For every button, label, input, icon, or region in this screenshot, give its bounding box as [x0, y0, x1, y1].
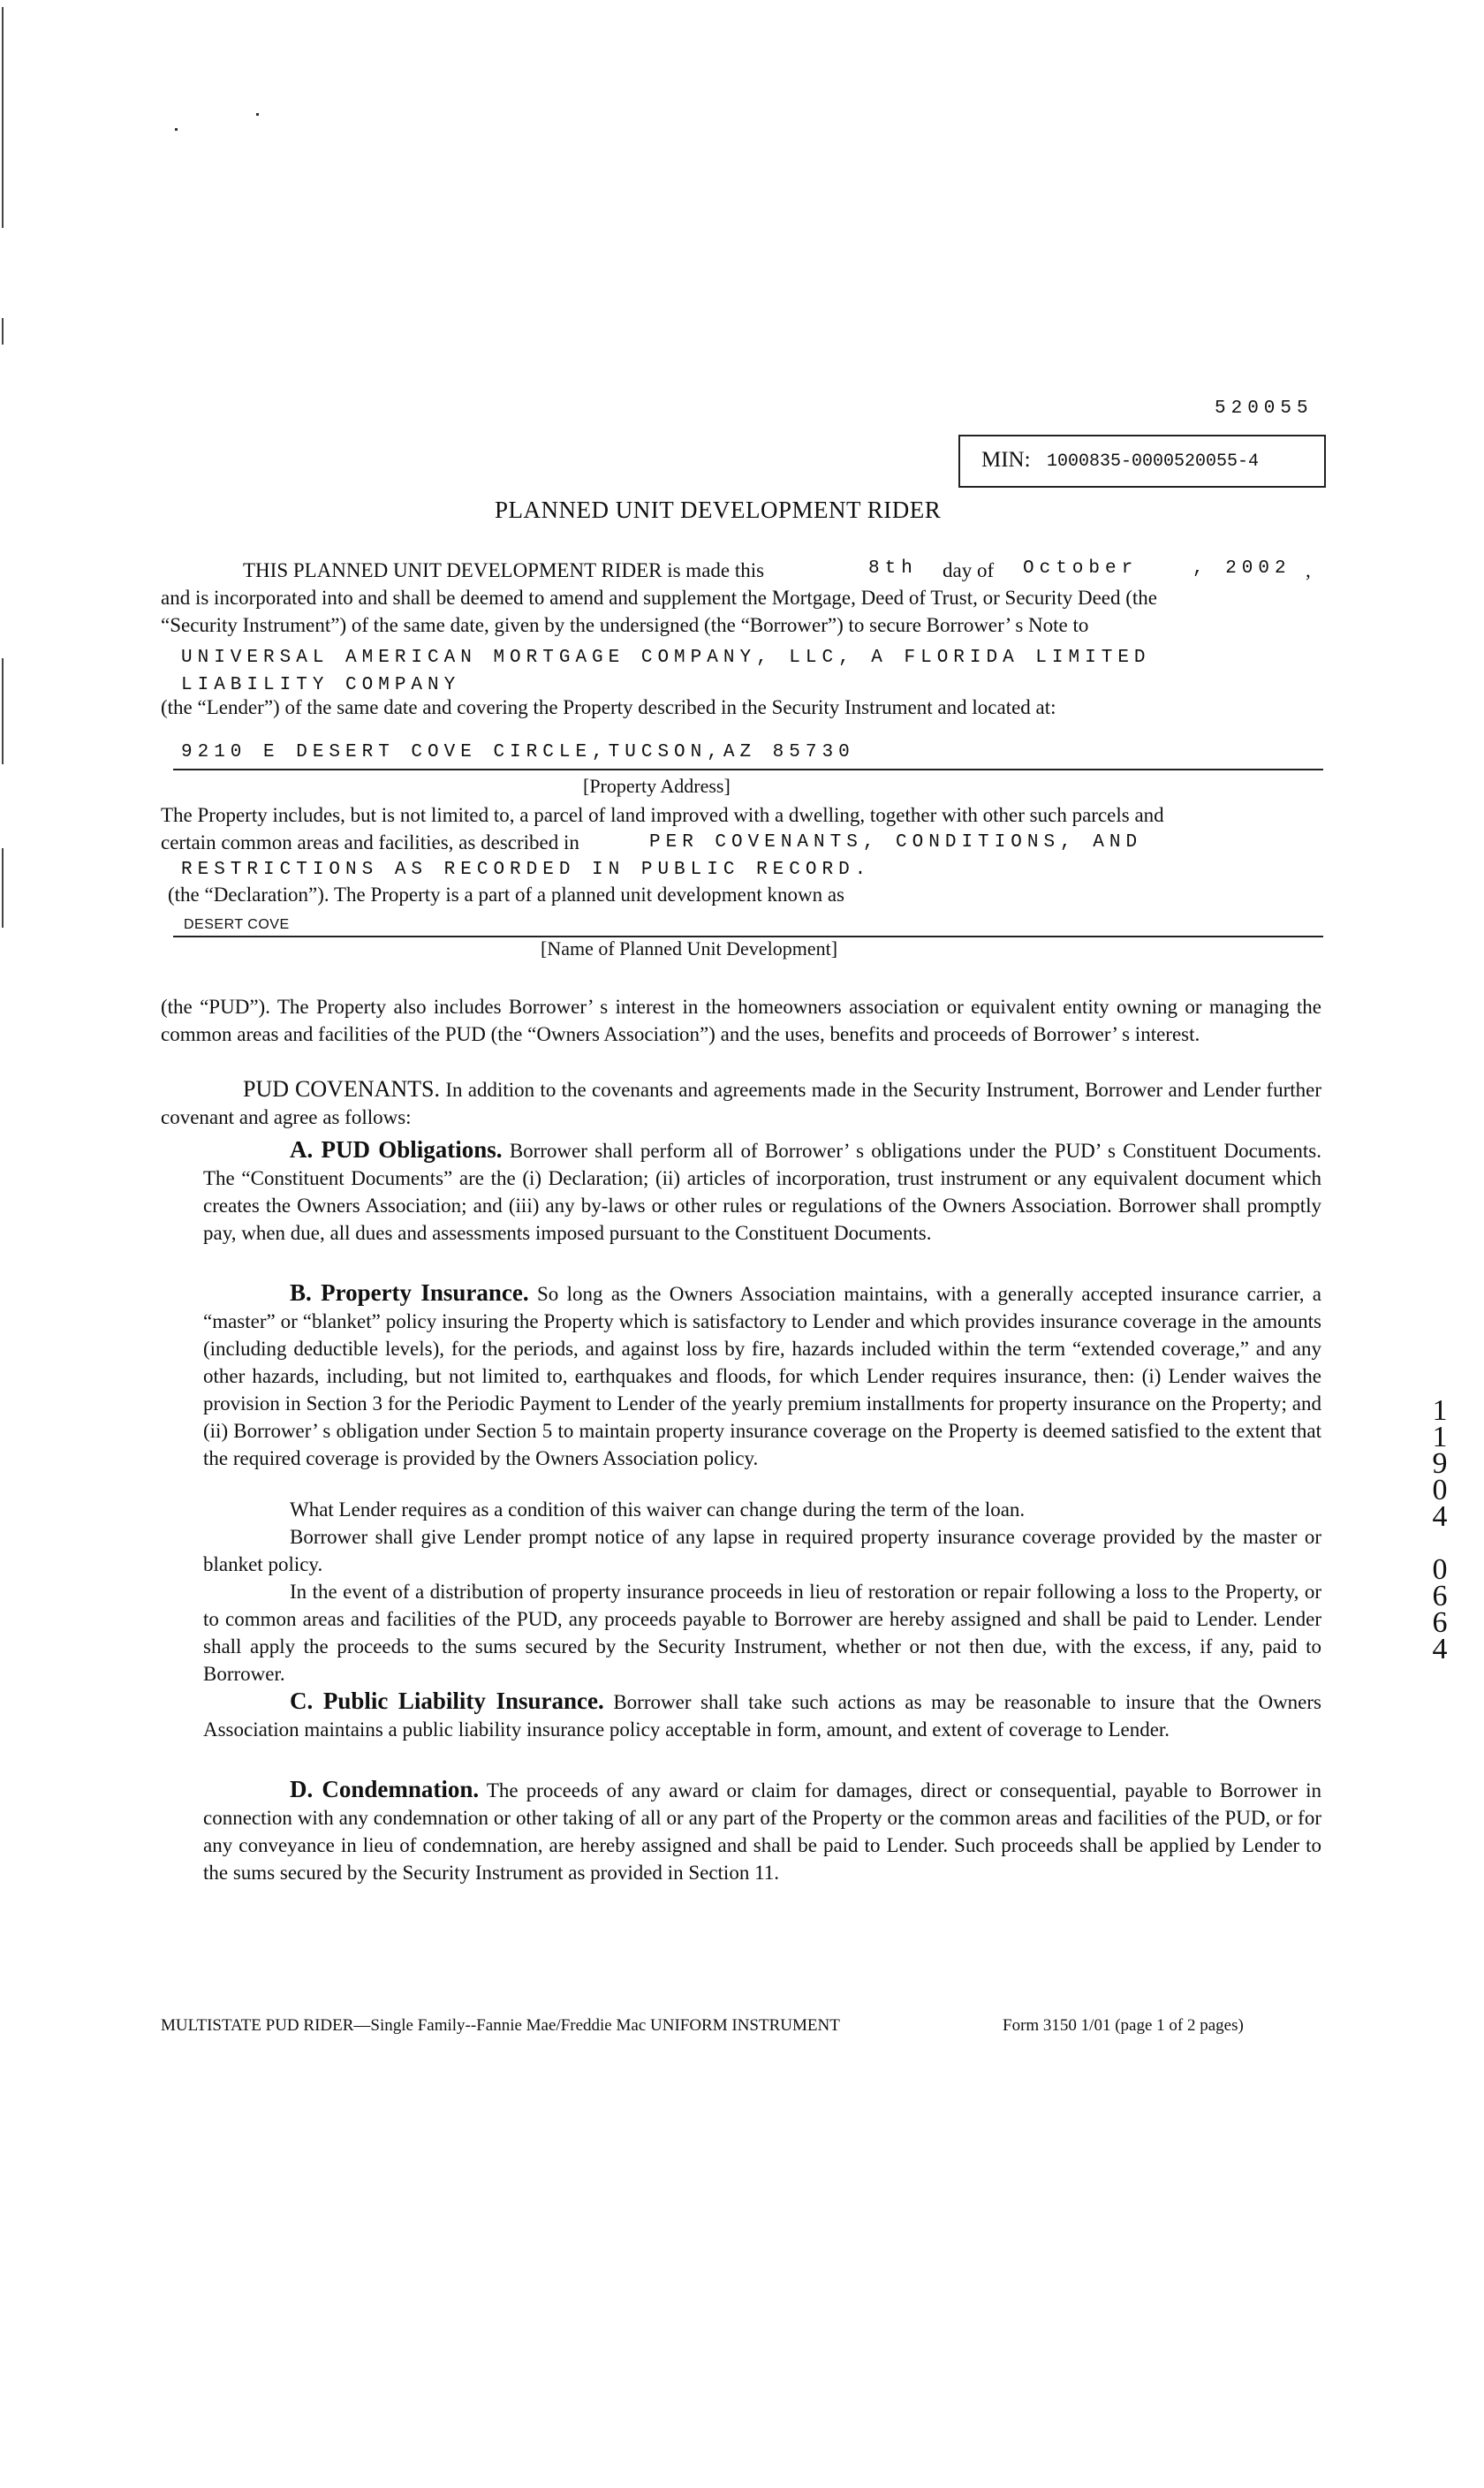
intro-line3: “Security Instrument”) of the same date, given by the undersigned (the “Borrower”) to secure Borrower’ s Note to — [161, 614, 1089, 636]
intro-line1 — [243, 557, 764, 584]
min-box — [958, 435, 1326, 488]
property-address-value: 9210 E DESERT COVE CIRCLE,TUCSON,AZ 85730 — [181, 742, 855, 762]
property-address-rule — [173, 769, 1323, 770]
declaration-value2: RESTRICTIONS AS RECORDED IN PUBLIC RECORD. — [181, 860, 872, 880]
section-a — [203, 1136, 1321, 1247]
declaration-line2: certain common areas and facilities, as described in — [161, 831, 579, 853]
section-b — [203, 1279, 1321, 1472]
scan-edge-mark — [2, 848, 4, 928]
section-a-heading: A. PUD Obligations. — [290, 1136, 503, 1163]
intro-lead: THIS PLANNED UNIT DEVELOPMENT RIDER is made this — [243, 559, 765, 581]
intro-line4: (the “Lender”) of the same date and covering the Property described in the Security Instrument and located at: — [161, 696, 1056, 718]
pud-name-caption: [Name of Planned Unit Development] — [541, 937, 838, 960]
section-b-para4: In the event of a distribution of property insurance proceeds in lieu of restoration or repair following a loss to the Property, or to common areas and facilities of the PUD, any proceeds payable to Borrower are hereby assigned and shall be paid to Lender. Lender shall apply the proceeds to the sums secured by the Security Instrument, whether or not then due, with the excess, if any, paid to Borrower. — [203, 1581, 1321, 1685]
document-title: PLANNED UNIT DEVELOPMENT RIDER — [495, 497, 942, 523]
section-b-text: So long as the Owners Association maintains, with a generally accepted insurance carrier, a “master” or “blanket” policy insuring the Property which is satisfactory to Lender and which provides insurance coverage in the amounts (including deductible levels), for the periods, and against loss by fire, hazards included within the term “extended coverage,” and any other hazards, including, but not limited to, earthquakes and floods, for which Lender requires insurance, then: (i) Lender waives the provision in Section 3 for the Periodic Payment to Lender of the yearly premium installments for property insurance on the Property; and (ii) Borrower’ s obligation under Section 5 to maintain property insurance coverage on the Property is deemed satisfied to the extent that the required coverage is provided by the Owners Association policy. — [203, 1283, 1321, 1469]
min-label: MIN: — [981, 448, 1031, 472]
intro-year: , 2002 — [1192, 558, 1291, 579]
intro-year-end: , — [1306, 559, 1311, 581]
section-c-heading: C. Public Liability Insurance. — [290, 1688, 604, 1714]
min-value: 1000835-0000520055-4 — [1047, 451, 1260, 472]
section-a-text: Borrower shall perform all of Borrower’ s obligations under the PUD’ s Constituent Documents. The “Constituent Documents” are the (i) Declaration; (ii) articles of incorporation, trust instrument or any equivalent document which creates the Owners Association; and (iii) any by-laws or other rules or regulations of the Owners Association. Borrower shall promptly pay, when due, all dues and assessments imposed pursuant to the Constituent Documents. — [203, 1140, 1322, 1244]
footer-form-number: Form 3150 1/01 (page 1 of 2 pages) — [1003, 2016, 1244, 2035]
section-c — [203, 1688, 1321, 1743]
section-b-para2: What Lender requires as a condition of this waiver can change during the term of the loan. — [290, 1498, 1026, 1521]
property-address-caption: [Property Address] — [583, 775, 731, 797]
pud-covenants-text: In addition to the covenants and agreements made in the Security Instrument, Borrower and Lender further covenant and agree as follows: — [161, 1079, 1321, 1128]
margin-digit: 6 — [1432, 1606, 1448, 1639]
section-d-heading: D. Condemnation. — [290, 1776, 480, 1802]
margin-recording-number — [1427, 1394, 1453, 1665]
declaration-line3: (the “Declaration”). The Property is a part of a planned unit development known as — [168, 884, 844, 906]
section-d — [203, 1776, 1321, 1886]
margin-digit: 9 — [1432, 1447, 1448, 1480]
scan-edge-mark — [2, 7, 4, 228]
footer-form-title: MULTISTATE PUD RIDER—Single Family--Fannie Mae/Freddie Mac UNIFORM INSTRUMENT — [161, 2016, 840, 2035]
intro-month: October — [1023, 558, 1139, 579]
declaration-value1: PER COVENANTS, CONDITIONS, AND — [649, 832, 1143, 853]
lender-name-line1: UNIVERSAL AMERICAN MORTGAGE COMPANY, LLC, A FLORIDA LIMITED — [181, 648, 1151, 668]
margin-digit: 4 — [1432, 1500, 1448, 1533]
scan-edge-mark — [2, 658, 4, 764]
intro-line2: and is incorporated into and shall be deemed to amend and supplement the Mortgage, Deed of Trust, or Security Deed (the — [161, 587, 1157, 609]
section-b-para3: Borrower shall give Lender prompt notice of any lapse in required property insurance coverage provided by the master or blanket policy. — [203, 1526, 1321, 1575]
scan-speck — [175, 128, 178, 131]
declaration-line1: The Property includes, but is not limited to, a parcel of land improved with a dwelling, together with other such parcels and — [161, 804, 1164, 826]
margin-digit: 6 — [1432, 1580, 1448, 1612]
margin-digit: 0 — [1432, 1553, 1448, 1586]
intro-day: 8th — [868, 558, 918, 579]
section-d-text: The proceeds of any award or claim for damages, direct or consequential, payable to Borrower in connection with any condemnation or other taking of all or any part of the Property or the common areas and facilities of the PUD, or for any conveyance in lieu of condemnation, are hereby assigned and shall be paid to Lender. Such proceeds shall be applied by Lender to the sums secured by the Security Instrument as provided in Section 11. — [203, 1779, 1321, 1884]
pud-paragraph: (the “PUD”). The Property also includes Borrower’ s interest in the homeowners association or equivalent entity owning or managing the common areas and facilities of the PUD (the “Owners Association”) and the uses, benefits and proceeds of Borrower’ s interest. — [161, 996, 1321, 1045]
scan-speck — [256, 113, 259, 116]
margin-digit: 0 — [1432, 1474, 1448, 1506]
pud-covenants-heading: PUD COVENANTS. — [243, 1076, 441, 1102]
pud-covenants — [161, 1075, 1321, 1131]
margin-digit: 4 — [1432, 1633, 1448, 1665]
scan-edge-mark — [2, 318, 4, 345]
margin-digit: 1 — [1432, 1394, 1448, 1427]
section-b-heading: B. Property Insurance. — [290, 1279, 529, 1306]
pud-name-value: DESERT COVE — [184, 917, 290, 932]
loan-number: 520055 — [1215, 398, 1314, 419]
section-c-text: Borrower shall take such actions as may be reasonable to insure that the Owners Association maintains a public liability insurance policy acceptable in form, amount, and extent of coverage to Lender. — [203, 1691, 1322, 1741]
lender-name-line2: LIABILITY COMPANY — [181, 675, 461, 695]
intro-day-of: day of — [943, 559, 995, 581]
margin-digit: 1 — [1432, 1421, 1448, 1453]
